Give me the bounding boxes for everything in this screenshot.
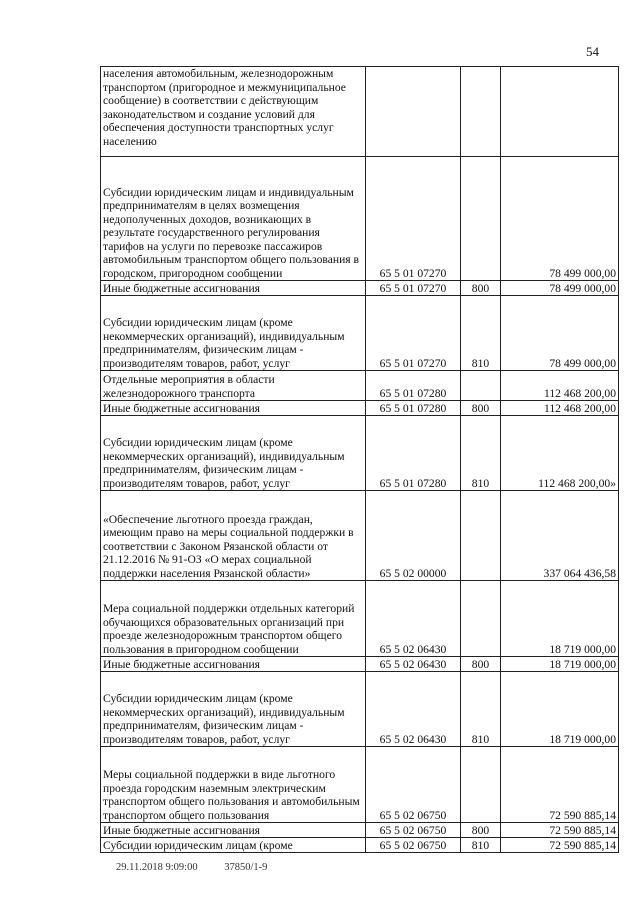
row-type: 800	[461, 281, 501, 296]
row-code: 65 5 02 06430	[366, 672, 461, 747]
row-name: Меры социальной поддержки в виде льготного проезда городским наземным электрическим транспортом общего пользования и автомобильным транспортом общего пользования	[101, 747, 366, 823]
row-code: 65 5 02 06750	[366, 823, 461, 838]
row-name: Субсидии юридическим лицам (кроме	[101, 838, 366, 853]
row-code: 65 5 02 00000	[366, 491, 461, 581]
table-row	[101, 672, 619, 747]
row-code: 65 5 01 07280	[366, 401, 461, 416]
row-code: 65 5 01 07270	[366, 281, 461, 296]
row-name: Субсидии юридическим лицам (кроме некоммерческих организаций), индивидуальным предпринимателям, физическим лицам - производителям товаров, работ, услуг	[101, 416, 366, 491]
row-amount: 18 719 000,00	[501, 657, 619, 672]
row-code: 65 5 01 07270	[366, 296, 461, 371]
row-amount: 112 468 200,00	[501, 401, 619, 416]
row-code: 65 5 01 07280	[366, 371, 461, 401]
row-type: 800	[461, 823, 501, 838]
row-name: Мера социальной поддержки отдельных категорий обучающихся образовательных организаций при проезде железнодорожным транспортом общего пользования в пригородном сообщении	[101, 581, 366, 657]
row-name: Субсидии юридическим лицам и индивидуальным предпринимателям в целях возмещения недополученных доходов, возникающих в результате государственного регулирования тарифов на услуги по перевозке пассажиров автомобильным транспортом общего пользования в городском, пригородном сообщении	[101, 157, 366, 281]
table-row	[101, 491, 619, 581]
row-name: Отдельные мероприятия в области железнодорожного транспорта	[101, 371, 366, 401]
page-number: 54	[586, 44, 599, 59]
footer-doc-code: 37850/1-9	[224, 862, 268, 873]
row-type: 800	[461, 657, 501, 672]
table-row	[101, 401, 619, 416]
row-code: 65 5 02 06750	[366, 838, 461, 853]
table-row	[101, 371, 619, 401]
table-row	[101, 657, 619, 672]
row-name: Иные бюджетные ассигнования	[101, 401, 366, 416]
footer-timestamp: 29.11.2018 9:09:00	[116, 862, 198, 873]
row-amount: 78 499 000,00	[501, 281, 619, 296]
row-code: 65 5 02 06750	[366, 747, 461, 823]
row-name: населения автомобильным, железнодорожным транспортом (пригородное и межмуниципальное сообщение) в соответствии с действующим законодательством и создание условий для обеспечения доступности транспортных услуг населению	[101, 67, 366, 157]
table-row	[101, 838, 619, 853]
row-name: Иные бюджетные ассигнования	[101, 281, 366, 296]
row-type	[461, 371, 501, 401]
table-row	[101, 581, 619, 657]
table-row	[101, 296, 619, 371]
row-name: «Обеспечение льготного проезда граждан, имеющим право на меры социальной поддержки в соответствии с Законом Рязанской области от 21.12.2016 № 91-ОЗ «О мерах социальной поддержки населения Рязанской области»	[101, 491, 366, 581]
table-row	[101, 281, 619, 296]
row-code: 65 5 02 06430	[366, 657, 461, 672]
table-row	[101, 416, 619, 491]
row-type: 810	[461, 416, 501, 491]
row-code: 65 5 02 06430	[366, 581, 461, 657]
row-name: Иные бюджетные ассигнования	[101, 657, 366, 672]
row-amount: 72 590 885,14	[501, 823, 619, 838]
row-code	[366, 67, 461, 157]
row-amount: 72 590 885,14	[501, 838, 619, 853]
row-amount: 112 468 200,00»	[501, 416, 619, 491]
table-row	[101, 67, 619, 157]
row-amount: 112 468 200,00	[501, 371, 619, 401]
table-row	[101, 747, 619, 823]
row-type	[461, 157, 501, 281]
row-type: 810	[461, 838, 501, 853]
row-type: 810	[461, 296, 501, 371]
row-name: Субсидии юридическим лицам (кроме некоммерческих организаций), индивидуальным предпринимателям, физическим лицам - производителям товаров, работ, услуг	[101, 672, 366, 747]
row-name: Субсидии юридическим лицам (кроме некоммерческих организаций), индивидуальным предпринимателям, физическим лицам - производителям товаров, работ, услуг	[101, 296, 366, 371]
row-code: 65 5 01 07270	[366, 157, 461, 281]
row-code: 65 5 01 07280	[366, 416, 461, 491]
row-type	[461, 581, 501, 657]
budget-table	[100, 66, 619, 853]
row-amount: 337 064 436,58	[501, 491, 619, 581]
row-name: Иные бюджетные ассигнования	[101, 823, 366, 838]
table-row	[101, 157, 619, 281]
row-type: 810	[461, 672, 501, 747]
row-type	[461, 747, 501, 823]
row-amount: 78 499 000,00	[501, 157, 619, 281]
table-row	[101, 823, 619, 838]
row-amount: 18 719 000,00	[501, 581, 619, 657]
row-amount	[501, 67, 619, 157]
row-amount: 18 719 000,00	[501, 672, 619, 747]
footer	[116, 862, 267, 873]
row-amount: 72 590 885,14	[501, 747, 619, 823]
row-type	[461, 67, 501, 157]
row-type: 800	[461, 401, 501, 416]
row-amount: 78 499 000,00	[501, 296, 619, 371]
row-type	[461, 491, 501, 581]
